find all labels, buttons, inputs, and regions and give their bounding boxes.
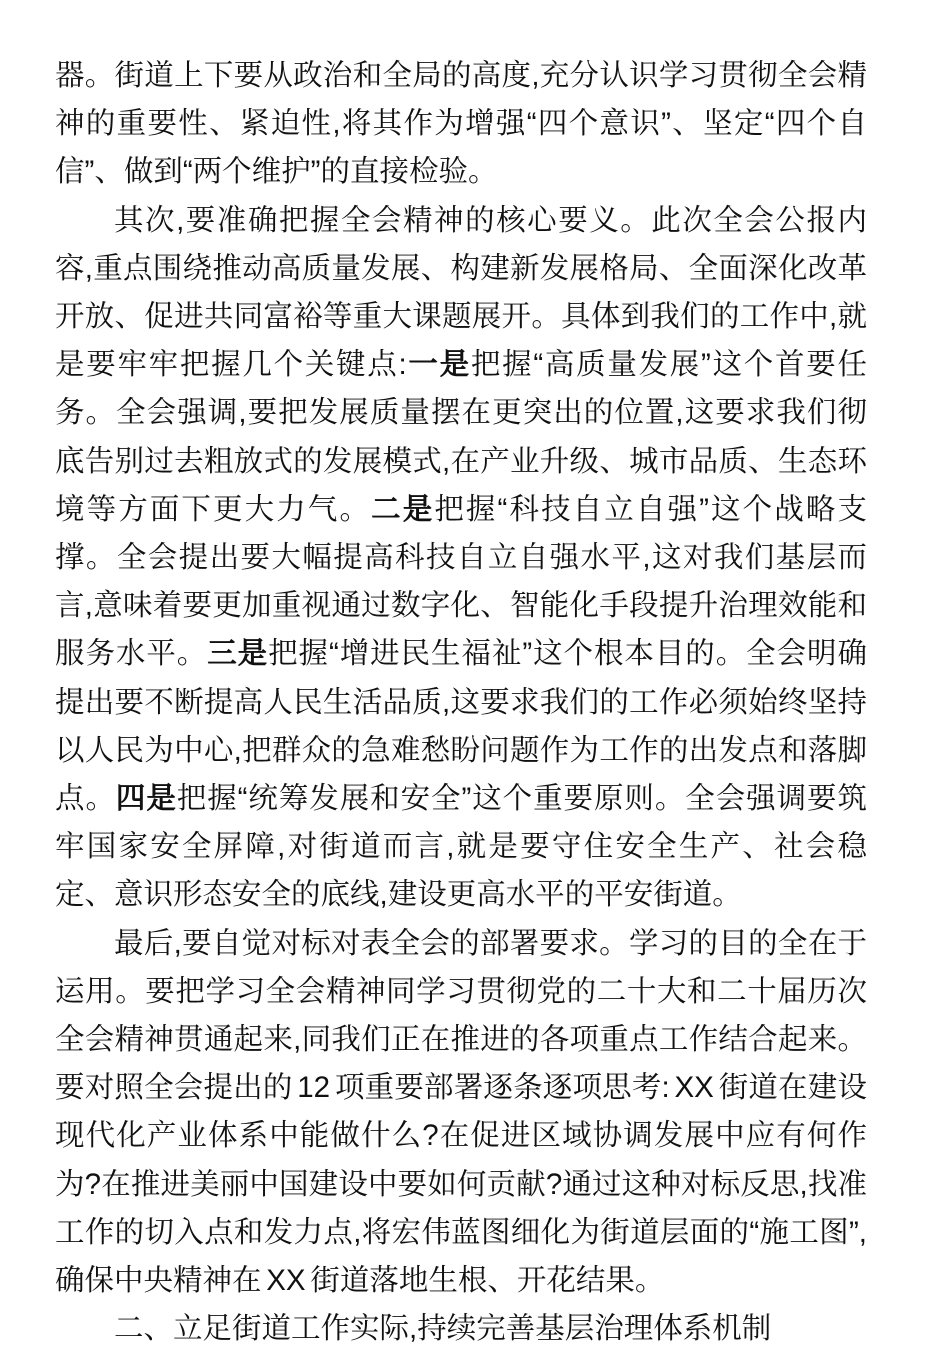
emphasis-point-four: 四是 <box>115 782 177 816</box>
placeholder-street-name-2: XX <box>266 1264 306 1298</box>
count-twelve: 12 <box>297 1071 331 1105</box>
placeholder-street-name-1: XX <box>674 1071 714 1105</box>
run-text: 把握“高质量发展”这个首要任务。全会强调,要把发展质量摆在更突出的位置,这要求我们彻底告别过去粗放式的发展模式,在产业升级、城市品质、生态环境等方面下更大力气。 <box>55 348 867 526</box>
document-body <box>55 52 867 1353</box>
run-text: 街道在建设现代化产业体系中能做什么?在促进区域协调发展中应有何作为?在推进美丽中国建设中要如何贡献?通过这种对标反思,找准工作的切入点和发力点,将宏伟蓝图细化为街道层面的“施工图”,确保中央精神在 <box>55 1071 867 1298</box>
run-text: 项重要部署逐条逐项思考: <box>334 1071 670 1105</box>
emphasis-point-one: 一是 <box>406 348 471 382</box>
paragraph-continuation: 器。街道上下要从政治和全局的高度,充分认识学习贯彻全会精神的重要性、紧迫性,将其作为增强“四个意识”、坚定“四个自信”、做到“两个维护”的直接检验。 <box>55 59 867 189</box>
section-heading-two: 二、立足街道工作实际,持续完善基层治理体系机制 <box>114 1312 772 1346</box>
run-text: 其次,要准确把握全会精神的核心要义。此次全会公报内容,重点围绕推动高质量发展、构建新发展格局、全面深化改革开放、促进共同富裕等重大课题展开。具体到我们的工作中,就是要牢牢把握几个关键点: <box>55 203 867 382</box>
paragraph-core-essence <box>55 197 867 920</box>
emphasis-point-three: 三是 <box>207 637 269 671</box>
run-text: 最后,要自觉对标对表全会的部署要求。学习的目的全在于运用。要把学习全会精神同学习贯彻党的二十大和二十届历次全会精神贯通起来,同我们正在推进的各项重点工作结合起来。要对照全会提出的 <box>55 926 867 1105</box>
run-text: 把握“统筹发展和安全”这个重要原则。全会强调要筑牢国家安全屏障,对街道而言,就是要守住安全生产、社会稳定、意识形态安全的底线,建设更高水平的平安街道。 <box>55 782 867 912</box>
run-text: 把握“增进民生福祉”这个根本目的。全会明确提出要不断提高人民生活品质,这要求我们的工作必须始终坚持以人民为中心,把群众的急难愁盼问题作为工作的出发点和落脚点。 <box>55 637 867 816</box>
paragraph-alignment-requirements <box>55 920 867 1306</box>
run-text: 街道落地生根、开花结果。 <box>310 1264 665 1298</box>
run-text: 把握“科技自立自强”这个战略支撑。全会提出要大幅提高科技自立自强水平,这对我们基层而言,意味着要更加重视通过数字化、智能化手段提升治理效能和服务水平。 <box>55 492 867 671</box>
emphasis-point-two: 二是 <box>371 492 435 526</box>
